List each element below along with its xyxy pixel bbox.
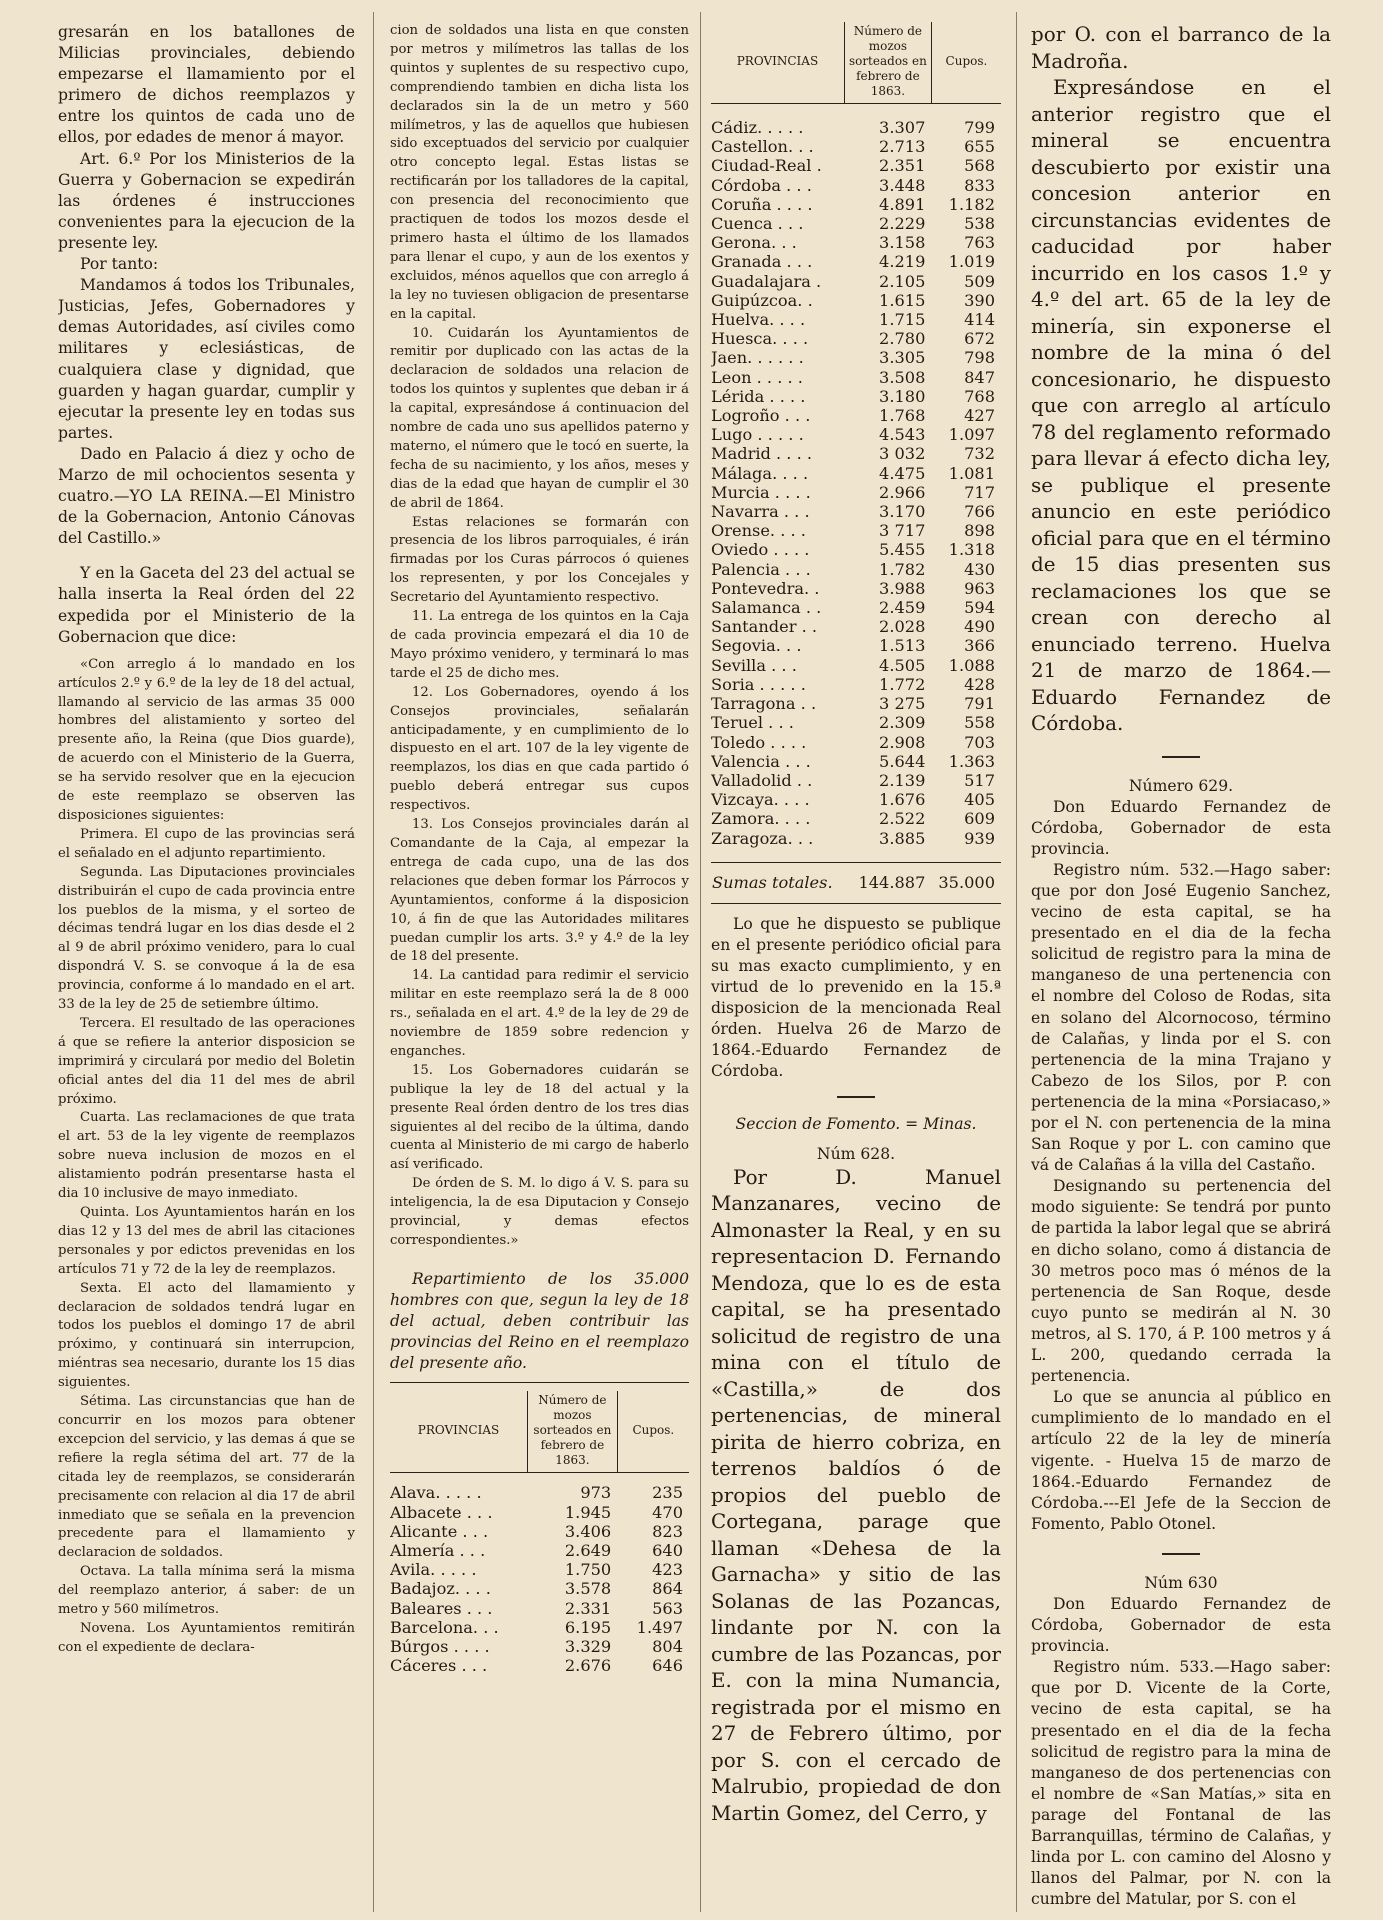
provinces-table-2 <box>711 22 1001 848</box>
cupos-cell: 538 <box>964 214 995 234</box>
table-row <box>390 1599 689 1618</box>
table-row <box>390 1618 689 1637</box>
divider <box>1162 1553 1200 1555</box>
paragraph: Don Eduardo Fernandez de Córdoba, Gobernador de esta provincia. <box>1031 797 1331 858</box>
mozos-cell: 3.307 <box>879 118 926 137</box>
table-row <box>711 368 1001 387</box>
mozos-cell: 3.158 <box>879 233 926 253</box>
province-cell: Cáceres . . . <box>390 1656 488 1676</box>
table-row <box>711 636 1001 655</box>
mozos-cell: 5.644 <box>879 751 926 771</box>
notice-number: Número 629. <box>1128 776 1234 795</box>
divider <box>711 862 1001 863</box>
cupos-cell: 833 <box>964 175 995 195</box>
province-cell: Guipúzcoa. . <box>711 290 813 310</box>
province-cell: Teruel . . . <box>711 713 794 733</box>
paragraph: Segunda. Las Diputaciones provinciales distribuirán el cupo de cada provincia entre los pueblos de la misma, y el sorteo de décimas tendrá lugar en los dias desde el 2 al 9 de abril próximo venidero, para lo cual dispondrá V. S. se convoque á la de esa provincia, conforme á lo mandado en el art. 33 de la ley de 25 de setiembre último. <box>58 864 355 1013</box>
table-title: Repartimiento de los 35.000 hombres con que, segun la ley de 18 del actual, deben contribuir las provincias del Reino en el reemplazo del presente año. <box>390 1269 689 1373</box>
mozos-cell: 3.170 <box>879 502 926 522</box>
table-row <box>711 252 1001 271</box>
paragraph: «Con arreglo á lo mandado en los artículos 2.º y 6.º de la ley de 18 del actual, llamando al servicio de las armas 35 000 hombres del alistamiento y sorteo del presente año, la Reina (que Dios guarde), de acuerdo con el Ministerio de la Guerra, se ha servido resolver que en la ejecucion de este reemplazo se observen las disposiciones siguientes: <box>58 656 355 823</box>
divider <box>1162 756 1200 758</box>
table-row <box>711 733 1001 752</box>
column-rule-2 <box>700 12 701 1912</box>
table-row <box>390 1656 689 1675</box>
province-cell: Orense. . . . <box>711 521 806 541</box>
table-row <box>711 809 1001 828</box>
cupos-cell: 609 <box>964 809 995 829</box>
province-cell: Tarragona . . <box>711 694 817 714</box>
mozos-cell: 1.782 <box>879 559 926 579</box>
cupos-cell: 799 <box>964 118 995 137</box>
mozos-cell: 1.513 <box>879 636 926 656</box>
mozos-cell: 1.768 <box>879 406 926 426</box>
province-cell: Huelva. . . . <box>711 310 806 330</box>
table-row <box>711 771 1001 790</box>
province-cell: Oviedo . . . . <box>711 540 810 560</box>
paragraph: 13. Los Consejos provinciales darán al Comandante de la Caja, al empezar la entrega de cada cupo, una de las dos relaciones que deben formar los Párrocos y Ayuntamientos, conforme á la disposicion 10, á fin de que las Autoridades militares puedan cumplir los arts. 3.º y 4.º de la ley de 18 del presente. <box>390 817 689 965</box>
province-cell: Granada . . . <box>711 252 813 272</box>
cupos-cell: 898 <box>964 521 995 541</box>
province-cell: Jaen. . . . . . <box>711 348 804 368</box>
province-cell: Málaga. . . . <box>711 463 809 483</box>
mozos-cell: 2.966 <box>879 482 926 502</box>
table-row <box>711 560 1001 579</box>
mozos-cell: 1.715 <box>879 310 926 330</box>
cupos-cell: 509 <box>964 271 995 291</box>
cupos-cell: 864 <box>652 1579 683 1599</box>
cupos-cell: 594 <box>964 598 995 618</box>
province-cell: Vizcaya. . . . <box>711 790 810 810</box>
column-4 <box>1031 22 1331 1910</box>
cupos-cell: 558 <box>964 713 995 733</box>
mozos-cell: 3.988 <box>879 578 926 598</box>
paragraph: Sétima. Las circunstancias que han de concurrir en los mozos para obtener excepcion del servicio, y las demas á que se refiere la regla sétima del art. 77 de la citada ley de reemplazos, se considerarán precisamente con relacion al dia 17 de abril inmediato que se señala en la prevencion precedente para el llamamiento y declaracion de soldados. <box>58 1394 355 1561</box>
mozos-cell: 4.505 <box>879 655 926 675</box>
province-cell: Palencia . . . <box>711 559 811 579</box>
mozos-cell: 973 <box>580 1483 612 1503</box>
table-row <box>711 598 1001 617</box>
paragraph: Dado en Palacio á diez y ocho de Marzo de mil ochocientos sesenta y cuatro.—YO LA REINA.—El Ministro de la Gobernacion, Antonio Cánovas del Castillo.» <box>58 444 355 548</box>
cupos-cell: 798 <box>964 348 995 368</box>
mozos-cell: 1.676 <box>879 790 926 810</box>
cupos-cell: 1.088 <box>948 655 995 675</box>
province-cell: Avila. . . . . <box>390 1560 477 1580</box>
paragraph: Cuarta. Las reclamaciones de que trata el art. 53 de la ley vigente de reemplazos sobre nueva inclusion de mozos en el alistamiento podrán presentarse hasta el dia 10 inclusive de mayo inmediato. <box>58 1110 355 1202</box>
paragraph: 14. La cantidad para redimir el servicio militar en este reemplazo será la de 8 000 rs., señalada en el art. 4.º de la ley de 29 de noviembre de 1859 sobre redencion y enganches. <box>390 968 689 1059</box>
paragraph: 12. Los Gobernadores, oyendo á los Consejos provinciales, señalarán anticipadamente, y en cumplimiento de lo dispuesto en el art. 107 de la ley vigente de reemplazos, los dias en que cada partido ó pueblo deberá entregar sus cupos respectivos. <box>390 684 689 814</box>
table-row <box>711 291 1001 310</box>
paragraph: Lo que se anuncia al público en cumplimiento de lo mandado en el artículo 22 de la ley de minería vigente. - Huelva 15 de marzo de 1864.-Eduardo Fernandez de Córdoba.---El Jefe de la Seccion de Fomento, Pablo Otonel. <box>1031 1388 1331 1533</box>
province-cell: Soria . . . . . <box>711 674 806 694</box>
province-cell: Barcelona. . . <box>390 1617 499 1637</box>
paragraph: 10. Cuidarán los Ayuntamientos de remitir por duplicado con las actas de la declaracion de soldados una relacion de todos los quintos y suplentes que deban ir á la capital, expresándose á continuacion del nombre de cada uno sus apellidos paterno y materno, el número que le tocó en suerte, la fecha de su nacimiento, y los años, meses y dias de la edad que hayan de cumplir el 30 de abril de 1864. <box>390 325 689 511</box>
cupos-cell: 423 <box>652 1560 683 1580</box>
paragraph: Registro núm. 533.—Hago saber: que por D. Vicente de la Corte, vecino de esta capital, se ha presentado en el dia de la fecha solicitud de registro para la mina de manganeso de dos pertenencias con el nombre de «San Matías,» sita en parage del Fontanal de las Barranquillas, término de Calañas, y linda por L. con camino del Alosno y llanos del Palmar, por N. con la cumbre del Matular, por S. con el <box>1031 1658 1331 1909</box>
paragraph: Don Eduardo Fernandez de Córdoba, Gobernador de esta provincia. <box>1031 1594 1331 1656</box>
table-row <box>711 387 1001 406</box>
province-cell: Huesca. . . . <box>711 329 809 349</box>
cupos-cell: 428 <box>964 674 995 694</box>
table-row <box>711 137 1001 156</box>
mozos-cell: 2.676 <box>564 1656 612 1676</box>
province-cell: Salamanca . . <box>711 598 822 618</box>
mozos-cell: 4.475 <box>879 463 926 483</box>
cupos-cell: 703 <box>964 732 995 752</box>
mozos-cell: 2.522 <box>879 809 926 829</box>
table-row <box>390 1503 689 1522</box>
table-row <box>390 1637 689 1656</box>
table-row <box>711 694 1001 713</box>
province-cell: Sevilla . . . <box>711 655 797 675</box>
divider <box>390 1382 689 1383</box>
cupos-cell: 235 <box>652 1483 683 1503</box>
table-row <box>711 329 1001 348</box>
table-row <box>711 214 1001 233</box>
province-cell: Lérida . . . . <box>711 386 806 406</box>
table-row <box>711 406 1001 425</box>
table-row <box>711 540 1001 559</box>
paragraph: Expresándose en el anterior registro que el mineral se encuentra descubierto por existir una concesion anterior en circunstancias evidentes de caducidad por haber incurrido en los casos 1.º y 4.º del art. 65 de la ley de minería, sin exponerse el nombre de la mina ó del concesionario, he dispuesto que con arreglo al artículo 78 del reglamento reformado para llevar á efecto dicha ley, se publique el presente anuncio en este periódico oficial para que en el término de 15 dias presenten sus reclamaciones los que se crean con derecho al enunciado terreno. Huelva 21 de marzo de 1864.—Eduardo Fernandez de Córdoba. <box>1031 76 1331 735</box>
cupos-cell: 1.081 <box>948 463 995 483</box>
header-cupos: Cupos. <box>931 22 1001 104</box>
cupos-cell: 563 <box>652 1598 683 1618</box>
mozos-cell: 2.908 <box>879 732 926 752</box>
paragraph: Registro núm. 532.—Hago saber: que por don José Eugenio Sanchez, vecino de esta capital, se ha presentado en el dia de la fecha solicitud de registro para la mina de manganeso de una pertenencia con el nombre del Coloso de Rodas, sita en solano del Alcornocoso, término de Calañas, y linda por el S. con pertenencia de la mina Trajano y Cabezo de los Silos, por P. con pertenencia de la mina «Porsiacaso,» por el N. con pertenencia de la mina San Roque y por L. con camino que vá de Calañas á la villa del Castaño. <box>1031 860 1331 1175</box>
header-provincias: PROVINCIAS <box>711 22 844 104</box>
table-row <box>711 617 1001 636</box>
cupos-cell: 655 <box>964 137 995 157</box>
mozos-cell: 2.713 <box>879 137 926 157</box>
mozos-cell: 3.329 <box>564 1637 612 1656</box>
mozos-cell: 6.195 <box>564 1617 612 1637</box>
mozos-cell: 2.028 <box>879 617 926 637</box>
paragraph: Lo que he dispuesto se publique en el presente periódico oficial para su mas exacto cumplimiento, y en virtud de lo prevenido en la 15.ª disposicion de la mencionada Real órden. Huelva 26 de Marzo de 1864.-Eduardo Fernandez de Córdoba. <box>711 914 1001 1081</box>
mozos-cell: 3.885 <box>879 828 926 848</box>
cupos-cell: 804 <box>652 1637 683 1656</box>
mozos-cell: 5.455 <box>879 540 926 560</box>
mozos-cell: 2.331 <box>564 1598 612 1618</box>
cupos-cell: 405 <box>964 790 995 810</box>
cupos-cell: 823 <box>652 1521 683 1541</box>
cupos-cell: 1.019 <box>948 252 995 272</box>
column-rule-3 <box>1016 12 1017 1912</box>
cupos-cell: 1.097 <box>948 425 995 445</box>
mozos-cell: 2.459 <box>879 598 926 618</box>
province-cell: Santander . . <box>711 617 818 637</box>
mozos-cell: 3.305 <box>879 348 926 368</box>
table-row <box>711 233 1001 252</box>
table-row <box>711 195 1001 214</box>
province-cell: Coruña . . . . <box>711 194 813 214</box>
cupos-cell: 366 <box>964 636 995 656</box>
table-row <box>711 176 1001 195</box>
mozos-cell: 3.578 <box>564 1579 612 1599</box>
province-cell: Búrgos . . . . <box>390 1637 490 1656</box>
table-row <box>711 829 1001 848</box>
province-cell: Almería . . . <box>390 1540 486 1560</box>
divider <box>837 1096 875 1098</box>
mozos-cell: 2.351 <box>879 156 926 176</box>
cupos-cell: 427 <box>964 406 995 426</box>
province-cell: Leon . . . . . <box>711 367 803 387</box>
paragraph: De órden de S. M. lo digo á V. S. para su inteligencia, la de esa Diputacion y Consejo provincial, y demas efectos correspondientes.» <box>390 1176 689 1248</box>
table-row <box>390 1522 689 1541</box>
province-cell: Córdoba . . . <box>711 175 812 195</box>
province-cell: Cádiz. . . . . <box>711 118 804 137</box>
cupos-cell: 791 <box>964 694 995 714</box>
cupos-cell: 1.497 <box>636 1617 683 1637</box>
notice-number: Núm 628. <box>816 1144 896 1163</box>
table-row <box>711 425 1001 444</box>
totals-cupos: 35.000 <box>938 872 995 892</box>
header-numero: Número de mozos sorteados en febrero de 1863. <box>844 22 931 104</box>
cupos-cell: 939 <box>964 828 995 848</box>
table-row <box>711 118 1001 137</box>
paragraph: Art. 6.º Por los Ministerios de la Guerra y Gobernacion se expedirán las órdenes é instrucciones convenientes para la ejecucion de la presente ley. <box>58 149 355 252</box>
table-row <box>711 464 1001 483</box>
table-row <box>711 348 1001 367</box>
table-row <box>711 579 1001 598</box>
cupos-cell: 568 <box>964 156 995 176</box>
totals-row <box>711 871 1001 895</box>
province-cell: Lugo . . . . . <box>711 425 804 445</box>
column-2 <box>390 22 689 1675</box>
mozos-cell: 1.772 <box>879 674 926 694</box>
cupos-cell: 717 <box>964 482 995 502</box>
cupos-cell: 766 <box>964 502 995 522</box>
table-row <box>711 790 1001 809</box>
cupos-cell: 672 <box>964 329 995 349</box>
mozos-cell: 3.180 <box>879 386 926 406</box>
province-cell: Segovia. . . <box>711 636 802 656</box>
cupos-cell: 1.182 <box>948 194 995 214</box>
mozos-cell: 4.219 <box>879 252 926 272</box>
province-cell: Logroño . . . <box>711 406 811 426</box>
province-cell: Navarra . . . <box>711 502 810 522</box>
cupos-cell: 847 <box>964 367 995 387</box>
cupos-cell: 646 <box>652 1656 683 1676</box>
table-row <box>711 483 1001 502</box>
section-heading: Seccion de Fomento. = Minas. <box>735 1115 977 1134</box>
header-cupos: Cupos. <box>617 1391 689 1473</box>
province-cell: Toledo . . . . <box>711 732 807 752</box>
cupos-cell: 963 <box>964 578 995 598</box>
table-row <box>711 502 1001 521</box>
cupos-cell: 414 <box>964 310 995 330</box>
mozos-cell: 2.649 <box>564 1540 612 1560</box>
paragraph: Estas relaciones se formarán con presencia de los libros parroquiales, é irán firmadas por los Curas párrocos ó quienes los representen, y por los Concejales y Secretario del Ayuntamiento respectivo. <box>390 514 689 606</box>
mozos-cell: 2.139 <box>879 770 926 790</box>
header-provincias: PROVINCIAS <box>390 1391 528 1473</box>
cupos-cell: 732 <box>964 444 995 464</box>
province-cell: Valladolid . . <box>711 770 813 790</box>
province-cell: Baleares . . . <box>390 1598 493 1618</box>
province-cell: Madrid . . . . <box>711 444 813 464</box>
mozos-cell: 2.309 <box>879 713 926 733</box>
mozos-cell: 4.891 <box>879 194 926 214</box>
header-numero: Número de mozos sorteados en febrero de 1863. <box>528 1391 618 1473</box>
table-row <box>390 1541 689 1560</box>
paragraph: Quinta. Los Ayuntamientos harán en los dias 12 y 13 del mes de abril las citaciones personales y por edictos prevenidas en los artículos 71 y 72 de la ley de reemplazos. <box>58 1205 355 1277</box>
paragraph: 15. Los Gobernadores cuidarán se publique la ley de 18 del actual y la presente Real órden dentro de los tres dias siguientes al del recibo de la última, dando cuenta al Ministerio de mi cargo de haberlo así verificado. <box>390 1062 689 1173</box>
divider <box>711 903 1001 904</box>
mozos-cell: 3 032 <box>879 444 926 464</box>
paragraph: Tercera. El resultado de las operaciones á que se refiere la anterior disposicion se imprimirá y circulará por medio del Boletin oficial antes del dia 11 del mes de abril próximo. <box>58 1015 355 1107</box>
mozos-cell: 1.615 <box>879 290 926 310</box>
mozos-cell: 3 717 <box>879 521 926 541</box>
province-cell: Zamora. . . . <box>711 809 811 829</box>
totals-label: Sumas totales. <box>712 872 833 892</box>
province-cell: Albacete . . . <box>390 1502 493 1522</box>
paragraph: gresarán en los batallones de Milicias provinciales, debiendo empezarse el llamamiento por el primero de dichos reemplazos y entre los quintos de cada uno de ellos, por edades de menor á mayor. <box>58 23 355 147</box>
cupos-cell: 1.363 <box>948 751 995 771</box>
cupos-cell: 640 <box>652 1540 683 1560</box>
province-cell: Cuenca . . . <box>711 214 804 234</box>
table-row <box>711 675 1001 694</box>
notice-number: Núm 630 <box>1144 1573 1218 1592</box>
paragraph: Novena. Los Ayuntamientos remitirán con el expediente de declara- <box>58 1620 355 1655</box>
column-3 <box>711 22 1001 1827</box>
column-1 <box>58 22 355 1658</box>
paragraph: Designando su pertenencia del modo siguiente: Se tendrá por punto de partida la labor legal que se abrirá en dicho solano, como á distancia de 30 metros poco mas ó ménos de la pertenencia de San Roque, desde cuyo punto se medirán al N. 30 metros, al S. 170, á P. 100 metros y á L. 200, quedando cerrada la pertenencia. <box>1031 1177 1331 1386</box>
mozos-cell: 1.750 <box>564 1560 612 1580</box>
mozos-cell: 3 275 <box>879 694 926 714</box>
province-cell: Pontevedra. . <box>711 578 820 598</box>
cupos-cell: 1.318 <box>948 540 995 560</box>
mozos-cell: 3.448 <box>879 175 926 195</box>
mozos-cell: 2.780 <box>879 329 926 349</box>
table-row <box>711 752 1001 771</box>
paragraph: cion de soldados una lista en que consten por metros y milímetros las tallas de los quintos y suplentes de su respectivo cupo, comprendiendo tambien en dicha lista los declarados sin la de un metro y 560 milímetros, y las de aquellos que hubiesen sido exceptuados del servicio por cualquier otro concepto legal. Estas listas se rectificarán por los talladores de la capital, con presencia del reconocimiento que practiquen de todos los mozos desde el primero hasta el último de los llamados para llenar el cupo, y aun de los exentos y excluidos, ménos aquellos que con arreglo á la ley no tuviesen obligacion de presentarse en la capital. <box>390 23 689 322</box>
paragraph: por O. con el barranco de la Madroña. <box>1031 23 1331 73</box>
paragraph: Mandamos á todos los Tribunales, Justicias, Jefes, Gobernadores y demas Autoridades, así civiles como militares y eclesiásticas, de cualquiera clase y dignidad, que guarden y hagan guardar, cumplir y ejecutar la presente ley en todas sus partes. <box>58 276 355 442</box>
provinces-table-1 <box>390 1391 689 1675</box>
paragraph: Octava. La talla mínima será la misma del reemplazo anterior, á saber: de un metro y 560 milímetros. <box>58 1564 355 1618</box>
province-cell: Zaragoza. . . <box>711 828 814 848</box>
paragraph: Y en la Gaceta del 23 del actual se halla inserta la Real órden del 22 expedida por el Ministerio de la Gobernacion que dice: <box>58 564 355 646</box>
table-row <box>390 1579 689 1598</box>
cupos-cell: 768 <box>964 386 995 406</box>
cupos-cell: 390 <box>964 290 995 310</box>
mozos-cell: 2.229 <box>879 214 926 234</box>
mozos-cell: 3.508 <box>879 367 926 387</box>
province-cell: Gerona. . . <box>711 233 797 253</box>
cupos-cell: 430 <box>964 559 995 579</box>
mozos-cell: 1.945 <box>564 1502 612 1522</box>
totals-mozos: 144.887 <box>858 872 926 892</box>
table-row <box>390 1483 689 1502</box>
mozos-cell: 2.105 <box>879 271 926 291</box>
paragraph: Por D. Manuel Manzanares, vecino de Almonaster la Real, y en su representacion D. Fernando Mendoza, que lo es de esta capital, se ha presentado solicitud de registro de una mina con el título de «Castilla,» de dos pertenencias, de mineral pirita de hierro cobriza, en terrenos baldíos ó de propios del pueblo de Cortegana, parage que llaman «Dehesa de la Garnacha» y sitio de las Solanas de las Pozancas, lindante por N. con la cumbre de las Pozancas, por E. con la mina Numancia, registrada por el mismo en 27 de Febrero último, por por S. con el cercado de Malrubio, propiedad de don Martin Gomez, del Cerro, y <box>711 1165 1001 1825</box>
mozos-cell: 4.543 <box>879 425 926 445</box>
table-row <box>711 156 1001 175</box>
province-cell: Ciudad-Real . <box>711 156 822 176</box>
paragraph: Por tanto: <box>80 255 159 274</box>
table-row <box>711 310 1001 329</box>
paragraph: Sexta. El acto del llamamiento y declaracion de soldados tendrá lugar en todos los pueblos el domingo 17 de abril próximo, y continuará sin interrupcion, miéntras sea necesario, durante los 15 dias siguientes. <box>58 1280 355 1391</box>
cupos-cell: 517 <box>964 770 995 790</box>
province-cell: Castellon. . . <box>711 137 814 157</box>
paragraph: Primera. El cupo de las provincias será el señalado en el adjunto repartimiento. <box>58 826 355 861</box>
province-cell: Murcia . . . . <box>711 482 811 502</box>
cupos-cell: 490 <box>964 617 995 637</box>
province-cell: Guadalajara . <box>711 271 822 291</box>
province-cell: Valencia . . . <box>711 751 811 771</box>
province-cell: Alava. . . . . <box>390 1483 482 1503</box>
table-row <box>711 713 1001 732</box>
mozos-cell: 3.406 <box>564 1521 612 1541</box>
paragraph: 11. La entrega de los quintos en la Caja de cada provincia empezará el dia 10 de Mayo próximo venidero, y terminará lo mas tarde el 25 de dicho mes. <box>390 609 689 681</box>
table-row <box>390 1560 689 1579</box>
table-row <box>711 521 1001 540</box>
table-row <box>711 444 1001 463</box>
table-row <box>711 656 1001 675</box>
province-cell: Alicante . . . <box>390 1521 489 1541</box>
cupos-cell: 763 <box>964 233 995 253</box>
cupos-cell: 470 <box>652 1502 683 1522</box>
province-cell: Badajoz. . . . <box>390 1579 491 1599</box>
table-row <box>711 272 1001 291</box>
column-rule-1 <box>373 12 374 1912</box>
